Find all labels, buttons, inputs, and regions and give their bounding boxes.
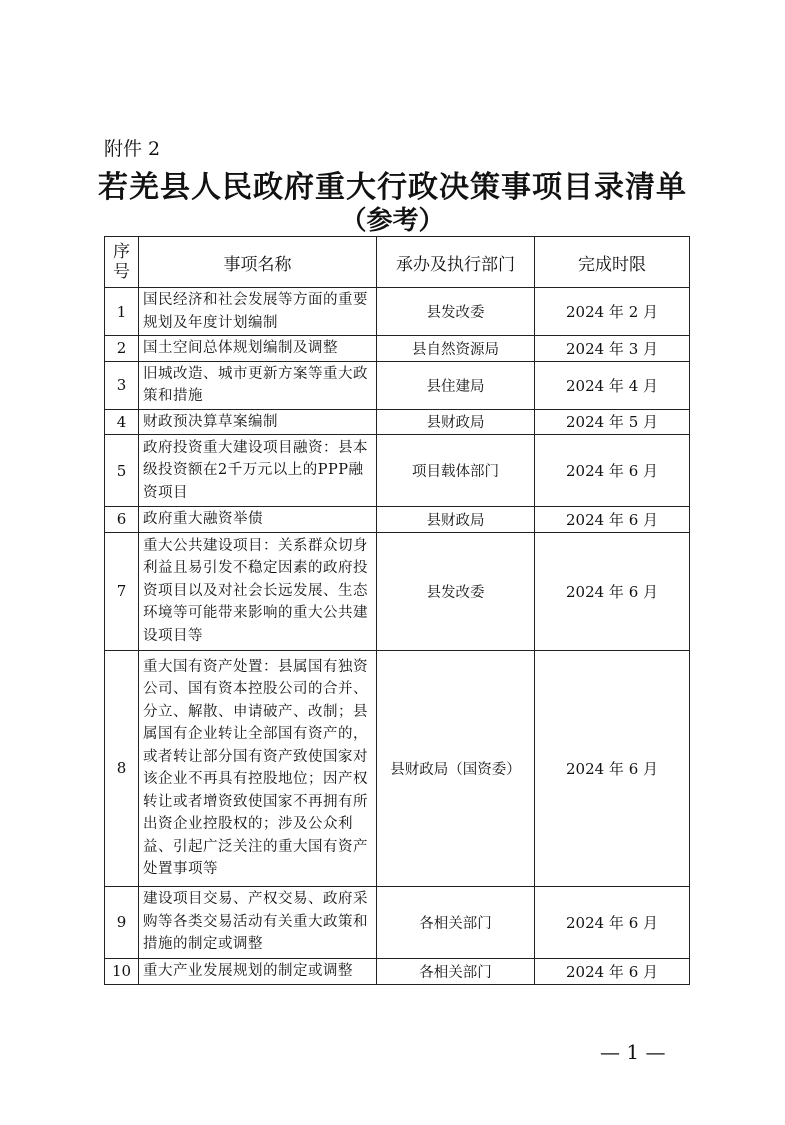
decision-list-table xyxy=(104,236,690,985)
row-date: 2024 年 3 月 xyxy=(535,336,690,362)
row-dept: 各相关部门 xyxy=(377,958,535,984)
row-date: 2024 年 6 月 xyxy=(535,435,690,507)
row-name: 政府重大融资举债 xyxy=(139,507,377,533)
row-no: 8 xyxy=(105,650,139,886)
table-row xyxy=(105,886,690,958)
row-date: 2024 年 5 月 xyxy=(535,409,690,435)
row-name: 国土空间总体规划编制及调整 xyxy=(139,336,377,362)
row-name: 政府投资重大建设项目融资：县本级投资额在2千万元以上的PPP融资项目 xyxy=(139,435,377,507)
annex-label: 附件 2 xyxy=(104,138,161,160)
header-date: 完成时限 xyxy=(535,237,690,288)
row-dept: 项目载体部门 xyxy=(377,435,535,507)
row-date: 2024 年 6 月 xyxy=(535,650,690,886)
row-date: 2024 年 6 月 xyxy=(535,958,690,984)
row-no: 7 xyxy=(105,532,139,650)
document-subtitle: （参考） xyxy=(340,206,445,236)
row-date: 2024 年 4 月 xyxy=(535,361,690,409)
row-dept: 县发改委 xyxy=(377,288,535,336)
row-dept: 县财政局（国资委） xyxy=(377,650,535,886)
table-row xyxy=(105,409,690,435)
header-name: 事项名称 xyxy=(139,237,377,288)
row-no: 5 xyxy=(105,435,139,507)
table-row xyxy=(105,958,690,984)
table-row xyxy=(105,361,690,409)
header-dept: 承办及执行部门 xyxy=(377,237,535,288)
row-dept: 县自然资源局 xyxy=(377,336,535,362)
page-number: — 1 — xyxy=(600,1040,666,1064)
document-title: 若羌县人民政府重大行政决策事项目录清单 xyxy=(98,170,687,205)
row-date: 2024 年 6 月 xyxy=(535,886,690,958)
row-no: 3 xyxy=(105,361,139,409)
row-no: 10 xyxy=(105,958,139,984)
table-row xyxy=(105,288,690,336)
table-header-row xyxy=(105,237,690,288)
row-name: 国民经济和社会发展等方面的重要规划及年度计划编制 xyxy=(139,288,377,336)
row-dept: 县住建局 xyxy=(377,361,535,409)
table-row xyxy=(105,650,690,886)
row-dept: 县财政局 xyxy=(377,409,535,435)
row-no: 1 xyxy=(105,288,139,336)
header-no: 序号 xyxy=(105,237,139,288)
row-name: 重大公共建设项目：关系群众切身利益且易引发不稳定因素的政府投资项目以及对社会长远发展、生态环境等可能带来影响的重大公共建设项目等 xyxy=(139,532,377,650)
row-no: 9 xyxy=(105,886,139,958)
row-dept: 县发改委 xyxy=(377,532,535,650)
table-row xyxy=(105,336,690,362)
row-name: 重大国有资产处置：县属国有独资公司、国有资本控股公司的合并、分立、解散、申请破产、改制；县属国有企业转让全部国有资产的，或者转让部分国有资产致使国家对该企业不再具有控股地位；因产权转让或者增资致使国家不再拥有所出资企业控股权的；涉及公众利益、引起广泛关注的重大国有资产处置事项等 xyxy=(139,650,377,886)
row-name: 财政预决算草案编制 xyxy=(139,409,377,435)
row-no: 4 xyxy=(105,409,139,435)
row-date: 2024 年 6 月 xyxy=(535,532,690,650)
row-dept: 各相关部门 xyxy=(377,886,535,958)
row-date: 2024 年 2 月 xyxy=(535,288,690,336)
row-name: 建设项目交易、产权交易、政府采购等各类交易活动有关重大政策和措施的制定或调整 xyxy=(139,886,377,958)
table-row xyxy=(105,507,690,533)
table-row xyxy=(105,532,690,650)
row-dept: 县财政局 xyxy=(377,507,535,533)
table-row xyxy=(105,435,690,507)
row-no: 2 xyxy=(105,336,139,362)
row-name: 旧城改造、城市更新方案等重大政策和措施 xyxy=(139,361,377,409)
row-date: 2024 年 6 月 xyxy=(535,507,690,533)
row-name: 重大产业发展规划的制定或调整 xyxy=(139,958,377,984)
row-no: 6 xyxy=(105,507,139,533)
